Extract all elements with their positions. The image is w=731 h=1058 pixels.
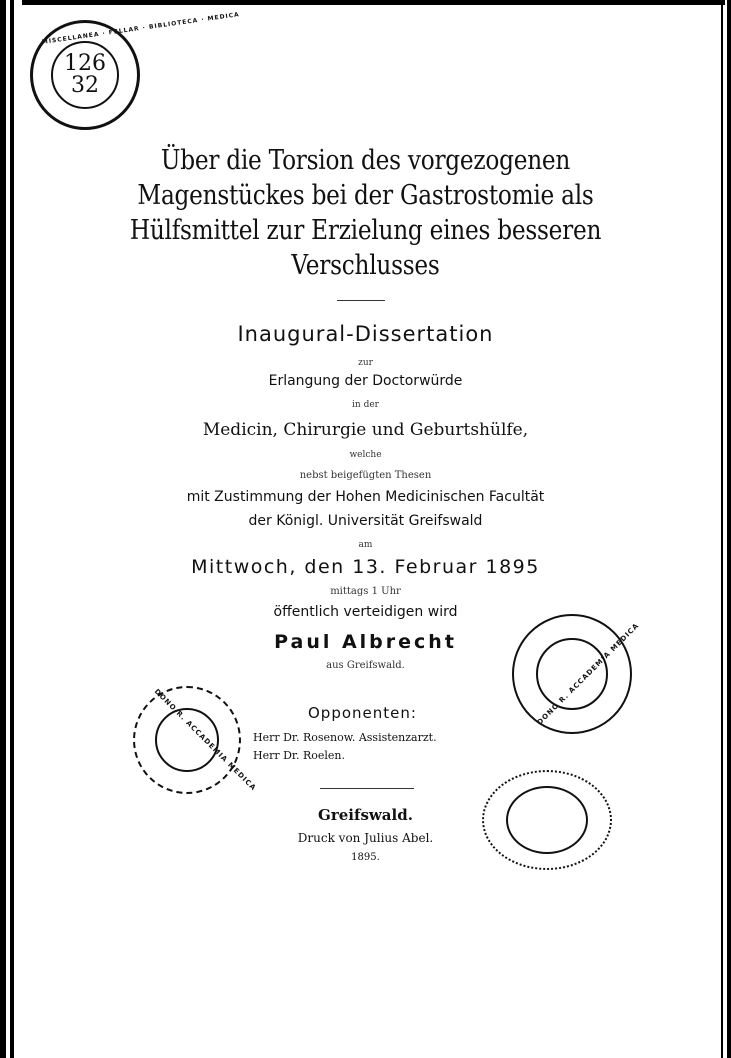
library-stamp-number-2: 32 (71, 73, 99, 98)
accademia-stamp-right (512, 614, 641, 734)
library-stamp-number-1: 126 (64, 51, 106, 76)
text-zur: zur (358, 358, 373, 368)
author-origin: aus Greifswald. (326, 660, 405, 671)
divider-rule-bottom (320, 788, 414, 789)
text-faculty-fields: Medicin, Chirurgie und Geburtshülfe, (202, 420, 529, 440)
title-line-1: Über die Torsion des vorgezogenen (160, 145, 571, 176)
imprint-year: 1895. (351, 852, 380, 863)
defense-date: Mittwoch, den 13. Februar 1895 (191, 556, 540, 578)
imprint-city: Greifswald. (318, 806, 413, 824)
page-border-right-inner (721, 0, 723, 1058)
text-zustimmung: mit Zustimmung der Hohen Medicinischen Facultät (186, 489, 545, 505)
text-in-der: in der (352, 400, 379, 410)
imprint-printer: Druck von Julius Abel. (297, 831, 434, 845)
text-erlangung: Erlangung der Doctorwürde (268, 373, 463, 389)
accademia-stamp-left (133, 686, 258, 794)
page-border-top (22, 0, 725, 5)
text-am: am (358, 540, 373, 550)
accademia-stamp-right-text: DONO R. ACCADEMIA MEDICA (535, 621, 641, 727)
library-stamp (30, 11, 241, 130)
title-line-4: Verschlusses (291, 250, 440, 281)
opponent-2: Herr Dr. Roelen. (253, 749, 346, 762)
page-border-left (0, 0, 6, 1058)
page-border-right (727, 0, 731, 1058)
text-verteidigen: öffentlich verteidigen wird (273, 604, 458, 620)
library-stamp-text: MISCELLANEA · FELLAR · BIBLIOTECA · MEDICA (41, 11, 241, 46)
dissertation-title (51, 143, 680, 283)
defense-time: mittags 1 Uhr (330, 586, 401, 597)
text-welche: welche (349, 450, 382, 460)
accademia-stamp-right-inner-ring (536, 638, 608, 710)
dissertation-heading: Inaugural-Dissertation (237, 322, 494, 346)
opponents-heading: Opponenten: (308, 704, 417, 722)
title-line-2: Magenstückes bei der Gastrostomie als (137, 180, 594, 211)
opponent-1: Herr Dr. Rosenow. Assistenzarzt. (253, 731, 437, 744)
text-universitaet: der Königl. Universität Greifswald (248, 513, 483, 529)
page-border-left-inner (10, 0, 14, 1058)
divider-rule-top (337, 300, 385, 301)
text-nebst: nebst beigefügten Thesen (299, 470, 432, 481)
title-line-3: Hülfsmittel zur Erzielung eines besseren (129, 215, 602, 246)
author-name: Paul Albrecht (274, 631, 457, 653)
accademia-stamp-left-text: DONO R. ACCADEMIA MEDICA (152, 687, 258, 793)
